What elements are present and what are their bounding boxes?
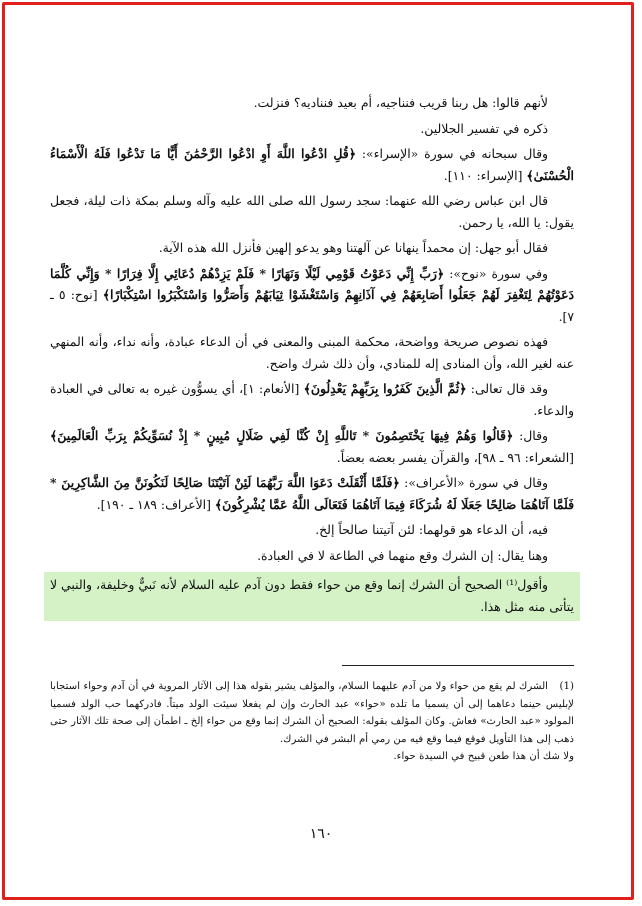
paragraph-10 xyxy=(50,472,574,515)
paragraph-10-intro: وقال في سورة «الأعراف»: xyxy=(399,475,548,490)
paragraph-9-intro: وقال: xyxy=(513,428,548,443)
quran-verse-araf: ﴿فَلَمَّا أَثْقَلَتْ دَعَوَا اللَّهَ رَبَّهُمَا لَئِنْ آتَيْتَنَا صَالِحًا لَنَكُونَنَّ مِنَ الشَّاكِرِينَ * فَلَمَّا آتَاهُمَا صَالِحًا جَعَلَا لَهُ شُرَكَاءَ فِيمَا آتَاهُمَا فَتَعَالَى اللَّهُ عَمَّا يُشْرِكُونَ﴾ xyxy=(50,475,574,512)
paragraph-6-intro: وفي سورة «نوح»: xyxy=(444,265,549,281)
footnote-separator xyxy=(342,665,574,666)
paragraph-9-rest: [الشعراء: ٩٦ ـ ٩٨]، والقرآن يفسر بعضه بعضاً. xyxy=(336,449,574,465)
paragraph-3-intro: وقال سبحانه في سورة «الإسراء»: xyxy=(355,146,548,161)
paragraph-6-ref: [نوح: ٥ ـ ٧]. xyxy=(50,287,574,324)
main-text xyxy=(50,92,574,621)
paragraph-2: ذكره في تفسير الجلالين. xyxy=(420,120,548,136)
quran-verse-isra: ﴿قُلِ ادْعُوا اللَّهَ أَوِ ادْعُوا الرَّحْمَٰنَ أَيًّا مَا تَدْعُوا فَلَهُ الْأَسْمَاءُ الْحُسْنَىٰ﴾ xyxy=(50,146,574,183)
paragraph-4: قال ابن عباس رضي الله عنهما: سجد رسول الله صلى الله عليه وآله وسلم بمكة ذات ليلة، فجعل يقول: يا الله، يا رحمن. xyxy=(50,193,574,230)
paragraph-12: وهنا يقال: إن الشرك وقع منهما في الطاعة لا في العبادة. xyxy=(257,547,548,563)
paragraph-3-ref: [الإسراء: ١١٠]. xyxy=(443,167,527,183)
paragraph-6 xyxy=(50,263,574,328)
quran-verse-nuh: ﴿رَبِّ إِنِّي دَعَوْتُ قَوْمِي لَيْلًا وَنَهَارًا * فَلَمْ يَزِدْهُمْ دُعَائِي إِلَّا فِرَارًا * وَإِنِّي كُلَّمَا دَعَوْتُهُمْ لِتَغْفِرَ لَهُمْ جَعَلُوا أَصَابِعَهُمْ فِي آذَانِهِمْ وَاسْتَغْشَوْا ثِيَابَهُمْ وَأَصَرُّوا وَاسْتَكْبَرُوا اسْتِكْبَارًا﴾ xyxy=(50,265,575,302)
footnote-1-last-line: ولا شك أن هذا طعن قبيح في السيدة حواء. xyxy=(393,751,574,763)
paragraph-11: فيه، أن الدعاء هو قولهما: لئن آتيتنا صالحاً إلخ. xyxy=(315,522,548,537)
paragraph-1: لأنهم قالوا: هل ربنا قريب فنناجيه، أم بعيد فنناديه؟ فنزلت. xyxy=(253,95,548,110)
paragraph-8-intro: وقد قال تعالى: xyxy=(466,381,548,396)
footnote-number: (1) xyxy=(559,681,574,692)
quran-verse-shuara: ﴿قَالُوا وَهُمْ فِيهَا يَخْتَصِمُونَ * تَاللَّهِ إِنْ كُنَّا لَفِي ضَلَالٍ مُبِينٍ * إِذْ نُسَوِّيكُمْ بِرَبِّ الْعَالَمِينَ﴾ xyxy=(50,428,514,443)
paragraph-3 xyxy=(50,143,574,186)
paragraph-5: فقال أبو جهل: إن محمداً ينهانا عن آلهتنا وهو يدعو إلهين فأنزل الله هذه الآية. xyxy=(158,240,548,255)
footnotes xyxy=(50,678,574,766)
paragraph-7: فهذه نصوص صريحة وواضحة، محكمة المبنى والمعنى في أن الدعاء عبادة، وأنه نداء، وأنه المنهي عنه لغير الله، وأن المنادى إله للمنادي، وأن ذلك شرك واضح. xyxy=(50,334,574,371)
paragraph-8-rest: [الأنعام: ١]، أي يسوُّون غيره به تعالى في العبادة والدعاء. xyxy=(50,381,574,418)
paragraph-10-ref: [الأعراف: ١٨٩ ـ ١٩٠]. xyxy=(96,496,215,512)
paragraph-8 xyxy=(50,378,574,421)
paragraph-9 xyxy=(50,425,574,468)
highlighted-paragraph: وأقول⁽¹⁾ الصحيح أن الشرك إنما وقع من حواء فقط دون آدم عليه السلام لأنه نَبيٌّ وخليفة، والنبي لا يتأتى منه مثل هذا. xyxy=(44,572,580,621)
footnote-1 xyxy=(50,678,574,748)
page-number: ١٦٠ xyxy=(309,826,333,842)
footnote-text: الشرك لم يقع من حواء ولا من آدم عليهما السلام، والمؤلف يشير بقوله هذا إلى الآثار المروية في أن آدم وحواء استجابا لإبليس حينما دعاهما إلى أن يسميا ما تلده «حواء» عبد الحارث وإن لم يفعلا سيئت الولد ميتاً. فادركهما حب الولد فسميا المولود «عبد الحارث» فعاش. وكان المؤلف بقوله: الصحيح أن الشرك إنما وقع من حواء إلخ ـ اطمأن إلى صحة تلك الآثار حتى ذهب إلى هذا التأويل فوقع فيما وقع فيه من رمي أم البشر في الشرك. xyxy=(50,681,574,745)
quran-verse-anam: ﴿ثُمَّ الَّذِينَ كَفَرُوا بِرَبِّهِمْ يَعْدِلُونَ﴾ xyxy=(303,381,467,396)
